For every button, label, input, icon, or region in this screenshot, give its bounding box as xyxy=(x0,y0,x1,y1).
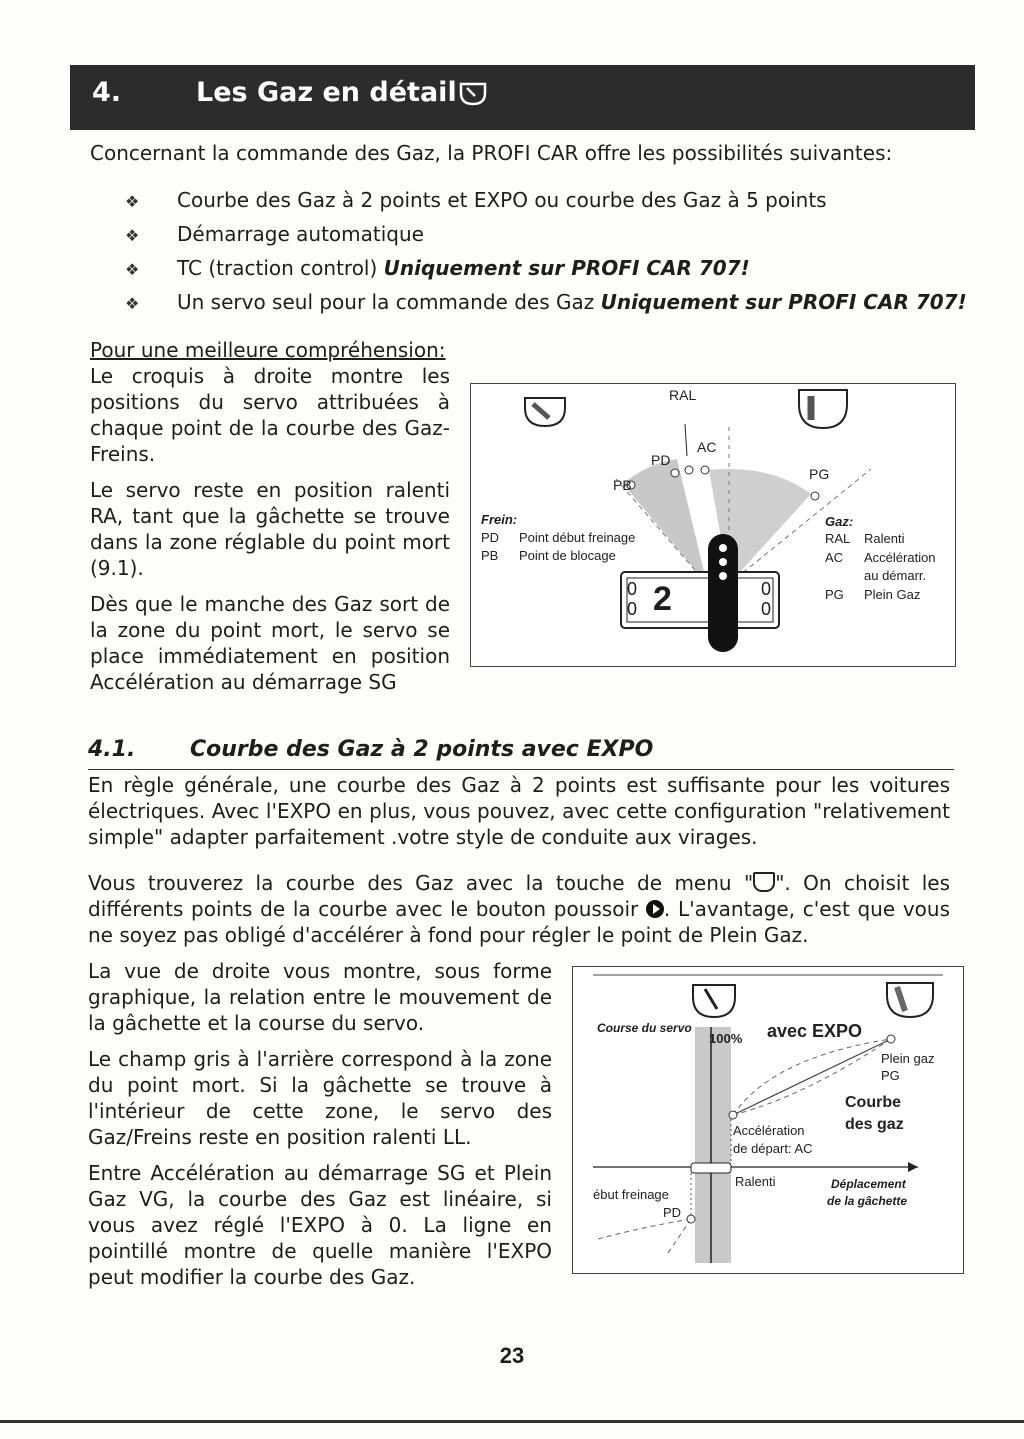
explanation-heading: Pour une meilleure compréhension: xyxy=(90,338,446,362)
trim-digit: 2 xyxy=(653,580,672,618)
brake-position-icon xyxy=(525,398,565,426)
courbe-label: Courbe xyxy=(845,1094,901,1111)
throttle-menu-icon xyxy=(753,872,775,892)
throttle-menu-icon xyxy=(458,81,488,107)
subsection-rule xyxy=(88,769,954,770)
gaz-desc: Ralenti xyxy=(864,531,905,546)
explanation-column xyxy=(90,337,450,695)
pd-label: PD xyxy=(651,452,671,468)
page-number: 23 xyxy=(499,1343,525,1368)
list-item: ❖ Courbe des Gaz à 2 points et EXPO ou courbe des Gaz à 5 points xyxy=(125,183,967,217)
pb-label: PB xyxy=(613,477,632,493)
bullet-icon: ❖ xyxy=(125,226,140,245)
explanation-paragraph: Le servo reste en position ralenti RA, tant que la gâchette se trouve dans la zone réglable du point mort (9.1). xyxy=(90,478,450,580)
frein-desc: Point de blocage xyxy=(519,548,616,563)
pg-label: PG xyxy=(881,1068,900,1083)
gaz-desc: au démarr. xyxy=(864,568,927,583)
subsection-paragraph: Vous trouverez la courbe des Gaz avec la touche de menu " ". On choisit les différents points de la courbe avec le bouton poussoir . L'avantage, c'est que vous ne soyez pas obligé d'accélérer à fond pour régler le point de Plein Gaz. xyxy=(88,871,950,947)
plein-gaz-label: Plein gaz xyxy=(881,1051,935,1066)
intro-text: Concernant la commande des Gaz, la PROFI CAR offre les possibilités suivantes: xyxy=(90,141,893,165)
trim-zero: 0 xyxy=(761,599,772,619)
list-item: ❖ TC (traction control) Uniquement sur PROFI CAR 707! xyxy=(125,251,967,285)
course-label: Course du servo xyxy=(597,1021,692,1035)
ralenti-label: Ralenti xyxy=(735,1174,776,1189)
deplacement-label: de la gâchette xyxy=(827,1194,908,1208)
trim-zero: 0 xyxy=(627,579,638,599)
throttle-curve-diagram xyxy=(572,966,964,1274)
explanation-paragraph: La vue de droite vous montre, sous forme graphique, la relation entre le mouvement de la gâchette et la course du servo. xyxy=(88,959,552,1035)
ral-label: RAL xyxy=(669,387,697,403)
accel-label: Accélération xyxy=(733,1123,805,1138)
throttle-curve-graphic xyxy=(573,967,963,1273)
servo-positions-diagram xyxy=(470,383,956,667)
subsection-number: 4.1. xyxy=(88,737,136,762)
explanation-paragraph: Le champ gris à l'arrière correspond à la zone du point mort. Si la gâchette se trouve à l'intérieur de cette zone, le servo des Gaz/Freins reste en position ralenti LL. xyxy=(88,1047,552,1149)
gaz-code: RAL xyxy=(825,531,851,546)
bottom-rule xyxy=(0,1420,1024,1423)
frein-code: PB xyxy=(481,548,499,563)
explanation-paragraph: Entre Accélération au démarrage SG et Plein Gaz VG, la courbe des Gaz est linéaire, si vous avez réglé l'EXPO à 0. La ligne en pointillé montre de quelle manière l'EXPO peut modifier la courbe des Gaz. xyxy=(88,1161,552,1289)
idle-trigger-icon xyxy=(693,985,735,1017)
push-button-icon xyxy=(646,900,664,918)
ac-label: AC xyxy=(697,439,717,455)
bullet-icon: ❖ xyxy=(125,294,140,313)
throttle-position-icon xyxy=(799,390,847,428)
deplacement-label: Déplacement xyxy=(831,1177,906,1191)
pd-label: PD xyxy=(663,1205,682,1220)
subsection-title: Courbe des Gaz à 2 points avec EXPO xyxy=(190,737,654,762)
gaz-title: Gaz: xyxy=(825,514,854,529)
feature-list xyxy=(125,183,967,319)
frein-title: Frein: xyxy=(481,512,518,527)
full-throttle-icon xyxy=(887,983,933,1017)
courbe-label: des gaz xyxy=(845,1116,904,1133)
section-title: Les Gaz en détail xyxy=(196,77,457,108)
debut-freinage-label: ébut freinage xyxy=(593,1187,669,1202)
list-item: ❖ Démarrage automatique xyxy=(125,217,967,251)
servo-diagram-graphic xyxy=(471,384,955,666)
section-header-bar xyxy=(70,65,975,130)
frein-desc: Point début freinage xyxy=(519,530,636,545)
trim-zero: 0 xyxy=(627,599,638,619)
section-number: 4. xyxy=(92,77,122,108)
bullet-icon: ❖ xyxy=(125,260,140,279)
gaz-desc: Plein Gaz xyxy=(864,587,921,602)
pct-label: 100% xyxy=(709,1031,743,1046)
pg-label: PG xyxy=(809,466,830,482)
subsection-paragraph: En règle générale, une courbe des Gaz à 2 points est suffisante pour les voitures électriques. Avec l'EXPO en plus, vous pouvez, avec cette configuration "relativement simple" adapter parfaitement .votre style de conduite aux virages. xyxy=(88,773,950,849)
trim-zero: 0 xyxy=(761,579,772,599)
avec-expo-label: avec EXPO xyxy=(767,1021,863,1041)
gaz-desc: Accélération xyxy=(864,550,936,565)
bullet-icon: ❖ xyxy=(125,192,140,211)
accel-label: de départ: AC xyxy=(733,1141,813,1156)
list-item: ❖ Un servo seul pour la commande des Gaz Uniquement sur PROFI CAR 707! xyxy=(125,285,967,319)
graph-explanation-column xyxy=(88,958,552,1290)
gaz-code: PG xyxy=(825,587,844,602)
explanation-paragraph: Le croquis à droite montre les positions du servo attribuées à chaque point de la courbe des Gaz-Freins. xyxy=(90,364,450,466)
explanation-paragraph: Dès que le manche des Gaz sort de la zone du point mort, le servo se place immédiatement en position Accélération au démarrage SG xyxy=(90,592,450,694)
gaz-code: AC xyxy=(825,550,844,565)
frein-code: PD xyxy=(481,530,500,545)
